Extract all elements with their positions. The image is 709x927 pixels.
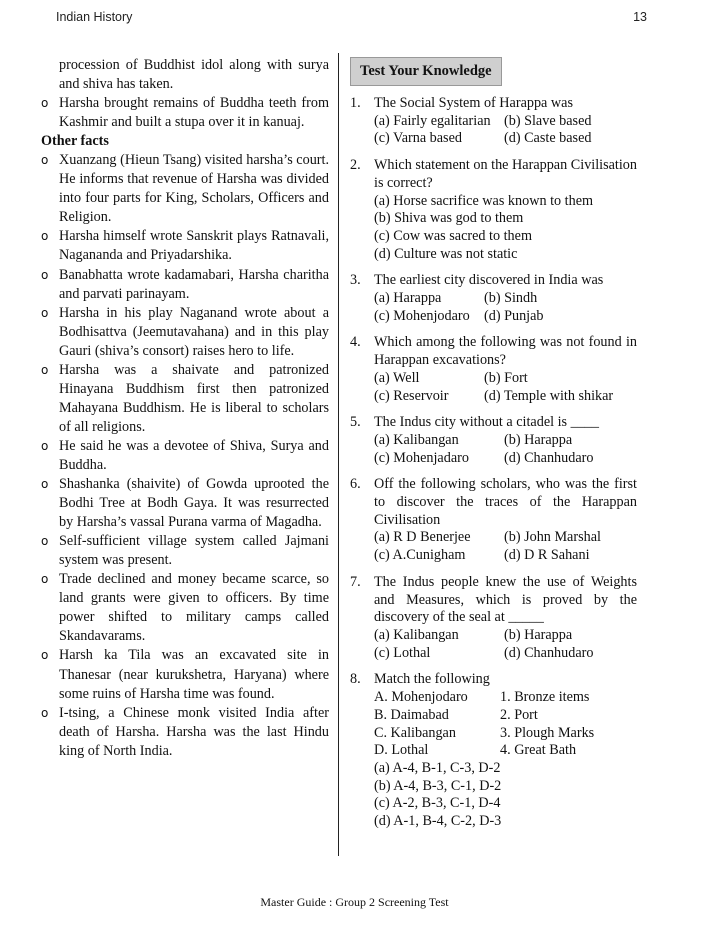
option: (a) Harappa (374, 290, 442, 307)
list-item (41, 151, 329, 227)
match-left-item: D. Lothal (374, 742, 429, 759)
list-item (41, 532, 329, 570)
option: (d) A-1, B-4, C-2, D-3 (374, 813, 502, 830)
list-item (41, 437, 329, 475)
circle-bullet-icon: o (41, 477, 49, 492)
question-number: 1. (350, 95, 361, 111)
question-5 (350, 414, 637, 467)
list-item (41, 570, 329, 646)
list-item (41, 704, 329, 761)
question-3 (350, 272, 637, 325)
list-item (41, 475, 329, 532)
match-left-item: B. Daimabad (374, 706, 449, 723)
test-your-knowledge-box: Test Your Knowledge (350, 57, 502, 86)
circle-bullet-icon: o (41, 96, 49, 111)
option: (c) Mohenjadaro (374, 449, 469, 466)
question-8 (350, 671, 637, 830)
match-right-item: 1. Bronze items (500, 689, 590, 706)
bullet-list-top (41, 94, 329, 132)
running-header (56, 10, 647, 28)
circle-bullet-icon: o (41, 705, 49, 720)
option: (b) Shiva was god to them (374, 210, 524, 227)
circle-bullet-icon: o (41, 362, 49, 377)
match-right-item: 4. Great Bath (500, 742, 577, 759)
match-right-item: 3. Plough Marks (500, 724, 595, 741)
bullet-text: Xuanzang (Hieun Tsang) visited harsha’s court. He informs that revenue of Harsha was divided into four parts for King, Scholars, Officers and Religion. (59, 152, 329, 226)
options (374, 113, 637, 148)
option: (d) Caste based (504, 130, 592, 147)
options (374, 760, 637, 831)
options (374, 432, 637, 467)
option: (d) Culture was not static (374, 245, 518, 262)
option: (b) Fort (484, 369, 528, 386)
list-item (41, 94, 329, 132)
option: (b) A-4, B-3, C-1, D-2 (374, 777, 502, 794)
option: (a) Horse sacrifice was known to them (374, 192, 594, 209)
options (374, 627, 637, 662)
options (374, 529, 637, 564)
bullet-text: He said he was a devotee of Shiva, Surya and Buddha. (59, 437, 329, 473)
option: (b) Sindh (484, 290, 538, 307)
option: (b) Slave based (504, 112, 592, 129)
circle-bullet-icon: o (41, 267, 49, 282)
option: (a) Fairly egalitarian (374, 112, 491, 129)
circle-bullet-icon: o (41, 572, 49, 587)
circle-bullet-icon: o (41, 438, 49, 453)
question-stem: Off the following scholars, who was the first to discover the traces of the Harappan Civilisation (374, 476, 637, 528)
match-table (374, 689, 637, 760)
question-stem: The Indus people knew the use of Weights and Measures, which is proved by the discovery of the seal at _____ (374, 573, 637, 626)
option: (c) Lothal (374, 644, 431, 661)
list-item (41, 266, 329, 304)
option: (d) Punjab (484, 307, 544, 324)
question-6 (350, 476, 637, 565)
option: (d) D R Sahani (504, 547, 590, 564)
bullet-text: Harsha himself wrote Sanskrit plays Ratnavali, Nagananda and Priyadarshika. (59, 228, 329, 264)
option: (c) Varna based (374, 130, 462, 147)
right-column (350, 57, 637, 840)
question-stem: The Social System of Harappa was (374, 95, 573, 111)
match-right-item: 2. Port (500, 706, 538, 723)
option: (c) Cow was sacred to them (374, 227, 532, 244)
bullet-text: Harsha in his play Naganand wrote about a Bodhisattva (Jeemutavahana) and in this play Gauri (shiva’s consort) raises hero to life. (59, 304, 329, 359)
match-left-item: C. Kalibangan (374, 724, 456, 741)
question-1 (350, 95, 637, 148)
option: (c) Reservoir (374, 387, 449, 404)
question-2 (350, 157, 637, 263)
bullet-list-facts (41, 151, 329, 761)
bullet-text: Self-sufficient village system called Jajmani system was present. (59, 533, 329, 569)
question-stem: Which among the following was not found in Harappan excavations? (374, 334, 637, 369)
options (374, 370, 637, 405)
question-number: 4. (350, 334, 361, 351)
option: (d) Chanhudaro (504, 644, 594, 661)
option: (a) Kalibangan (374, 626, 459, 643)
question-number: 2. (350, 157, 361, 174)
list-item (41, 304, 329, 361)
option: (a) R D Benerjee (374, 529, 471, 546)
list-item (41, 227, 329, 265)
bullet-text: Harsha brought remains of Buddha teeth from Kashmir and built a stupa over it in kanuaj. (59, 95, 329, 131)
question-stem: Which statement on the Harappan Civilisation is correct? (374, 157, 637, 191)
bullet-text: Banabhatta wrote kadamabari, Harsha charitha and parvati parinayam. (59, 266, 329, 302)
question-number: 8. (350, 671, 361, 688)
bullet-text: I-tsing, a Chinese monk visited India after death of Harsha. Harsha was the last Hindu king of North India. (59, 704, 329, 759)
page-footer: Master Guide : Group 2 Screening Test (260, 895, 449, 909)
option: (d) Chanhudaro (504, 449, 594, 466)
list-item (41, 646, 329, 703)
question-stem: The Indus city without a citadel is ____ (374, 414, 599, 431)
options (374, 290, 637, 325)
options (374, 193, 637, 264)
circle-bullet-icon: o (41, 305, 49, 320)
continued-paragraph: procession of Buddhist idol along with surya and shiva has taken. (59, 57, 329, 93)
option: (b) Harappa (504, 626, 573, 643)
page-number: 13 (633, 10, 647, 24)
bullet-text: Trade declined and money became scarce, so land grants were given to officers. By time power shifted to military camps called Skandavarams. (59, 571, 329, 645)
question-4 (350, 334, 637, 405)
question-number: 3. (350, 272, 361, 289)
bullet-text: Harsha was a shaivate and patronized Hinayana Buddhism first then patronized Mahayana Buddhism. He is liberal to scholars of all religions. (59, 361, 329, 435)
question-7 (350, 574, 637, 663)
circle-bullet-icon: o (41, 534, 49, 549)
question-stem: Match the following (374, 671, 490, 688)
list-item (41, 361, 329, 437)
option: (c) Mohenjodaro (374, 307, 470, 324)
left-column (41, 56, 329, 761)
question-number: 6. (350, 476, 361, 493)
circle-bullet-icon: o (41, 648, 49, 663)
question-stem: The earliest city discovered in India was (374, 272, 604, 289)
circle-bullet-icon: o (41, 153, 49, 168)
option: (b) John Marshal (504, 529, 601, 546)
column-divider (338, 53, 339, 856)
option: (c) A.Cunigham (374, 547, 466, 564)
option: (d) Temple with shikar (484, 387, 614, 404)
bullet-text: Harsh ka Tila was an excavated site in Thanesar (near kurukshetra, Haryana) where some ruins of Harsha time was found. (59, 647, 329, 702)
circle-bullet-icon: o (41, 229, 49, 244)
bullet-text: Shashanka (shaivite) of Gowda uprooted the Bodhi Tree at Bodh Gaya. It was resurrected by Harsha’s vassal Purana varma of Magadha. (59, 476, 329, 531)
option: (a) A-4, B-1, C-3, D-2 (374, 759, 501, 776)
question-number: 7. (350, 573, 361, 590)
option: (c) A-2, B-3, C-1, D-4 (374, 795, 501, 812)
option: (b) Harappa (504, 431, 573, 448)
match-left-item: A. Mohenjodaro (374, 689, 468, 706)
option: (a) Well (374, 369, 420, 386)
book-title: Indian History (56, 10, 133, 24)
option: (a) Kalibangan (374, 431, 459, 448)
question-number: 5. (350, 414, 361, 431)
section-heading: Other facts (41, 133, 109, 150)
